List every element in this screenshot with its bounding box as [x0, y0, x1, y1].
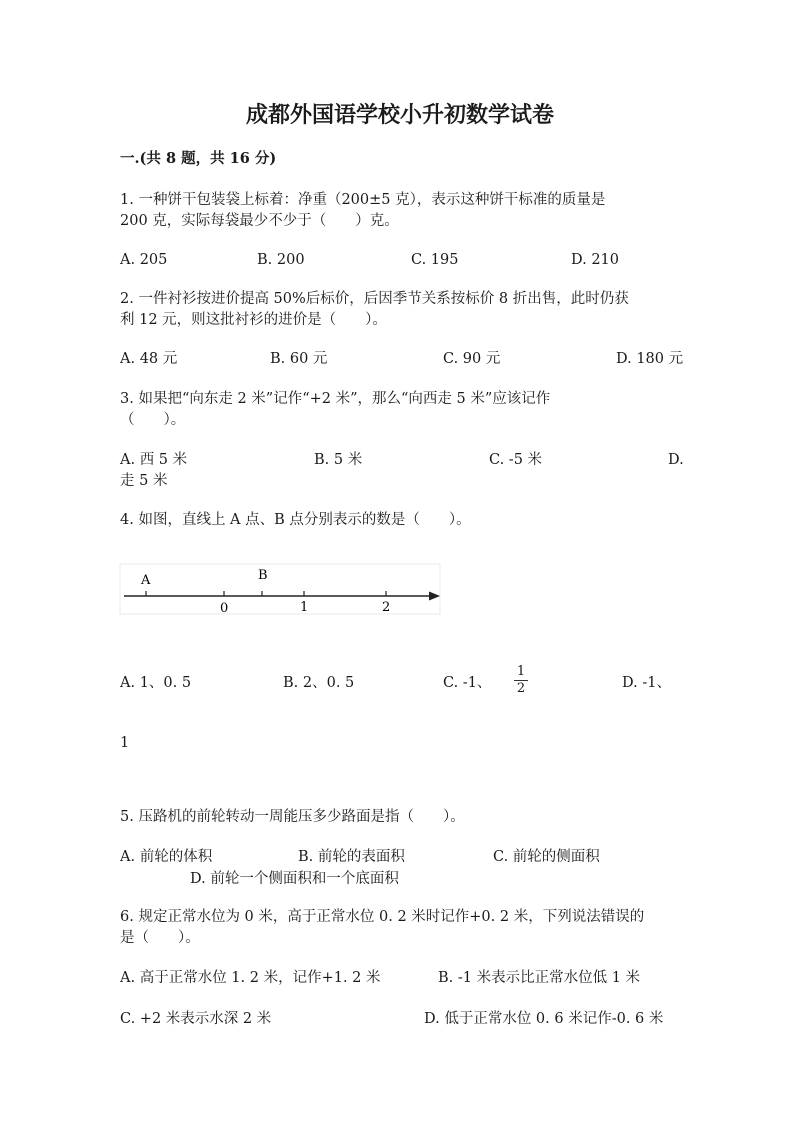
question-1-option-c: C. 195	[411, 252, 459, 268]
question-4-option-a: A. 1、0. 5	[120, 675, 192, 691]
question-3-option-a: A. 西 5 米	[120, 452, 188, 468]
question-1-line-2: 200 克，实际每袋最少不少于（ ）克。	[120, 213, 399, 229]
fraction-one-half	[514, 664, 528, 697]
question-2-line-2: 利 12 元，则这批衬衫的进价是（ ）。	[120, 312, 387, 328]
question-4-option-d: D. -1、	[622, 675, 671, 691]
question-2-line-1: 2. 一件衬衫按进价提高 50%后标价，后因季节关系按标价 8 折出售，此时仍获	[120, 291, 629, 307]
section-heading: 一.(共 8 题，共 16 分)	[120, 150, 277, 167]
number-line-figure	[118, 560, 448, 620]
question-1-line-1: 1. 一种饼干包装袋上标着：净重（200±5 克），表示这种饼干标准的质量是	[120, 192, 606, 208]
question-1-option-d: D. 210	[571, 252, 620, 268]
question-2-option-c: C. 90 元	[443, 351, 501, 367]
question-5-option-b: B. 前轮的表面积	[298, 849, 405, 865]
question-3-option-d-continued: 走 5 米	[120, 473, 168, 489]
question-4-option-d-continued: 1	[120, 735, 130, 751]
label-0: 0	[220, 601, 229, 616]
question-3-option-b: B. 5 米	[314, 452, 363, 468]
question-6-option-c: C. +2 米表示水深 2 米	[120, 1011, 272, 1027]
label-2: 2	[382, 600, 391, 615]
question-1-option-a: A. 205	[120, 252, 168, 268]
question-6-option-b: B. -1 米表示比正常水位低 1 米	[438, 970, 641, 986]
question-2-option-b: B. 60 元	[270, 351, 328, 367]
label-b: B	[258, 568, 268, 583]
question-6-option-a: A. 高于正常水位 1. 2 米，记作+1. 2 米	[120, 970, 381, 986]
question-2-option-d: D. 180 元	[616, 351, 684, 367]
question-3-line-2: （ ）。	[120, 412, 186, 428]
question-3-option-d: D.	[668, 452, 684, 468]
label-a: A	[141, 573, 151, 588]
question-5-option-d: D. 前轮一个侧面积和一个底面积	[190, 871, 399, 887]
question-5-option-a: A. 前轮的体积	[120, 849, 213, 865]
question-4-option-b: B. 2、0. 5	[283, 675, 355, 691]
question-6-line-2: 是（ ）。	[120, 930, 200, 946]
fraction-numerator: 1	[516, 664, 526, 679]
question-5-option-c: C. 前轮的侧面积	[493, 849, 600, 865]
question-3-line-1: 3. 如果把“向东走 2 米”记作“+2 米”，那么“向西走 5 米”应该记作	[120, 391, 551, 407]
fraction-denominator: 2	[514, 680, 528, 697]
question-5-line-1: 5. 压路机的前轮转动一周能压多少路面是指（ ）。	[120, 809, 465, 825]
question-6-line-1: 6. 规定正常水位为 0 米，高于正常水位 0. 2 米时记作+0. 2 米，下列说法错误的	[120, 909, 645, 925]
question-2-option-a: A. 48 元	[120, 351, 178, 367]
question-1-option-b: B. 200	[257, 252, 305, 268]
question-3-option-c: C. -5 米	[489, 452, 543, 468]
question-6-option-d: D. 低于正常水位 0. 6 米记作-0. 6 米	[424, 1011, 664, 1027]
label-1: 1	[300, 600, 309, 615]
page-title: 成都外国语学校小升初数学试卷	[245, 102, 554, 128]
figure-frame	[120, 564, 440, 614]
question-4-option-c: C. -1、	[443, 675, 492, 691]
question-4-line-1: 4. 如图，直线上 A 点、B 点分别表示的数是（ ）。	[120, 512, 471, 528]
